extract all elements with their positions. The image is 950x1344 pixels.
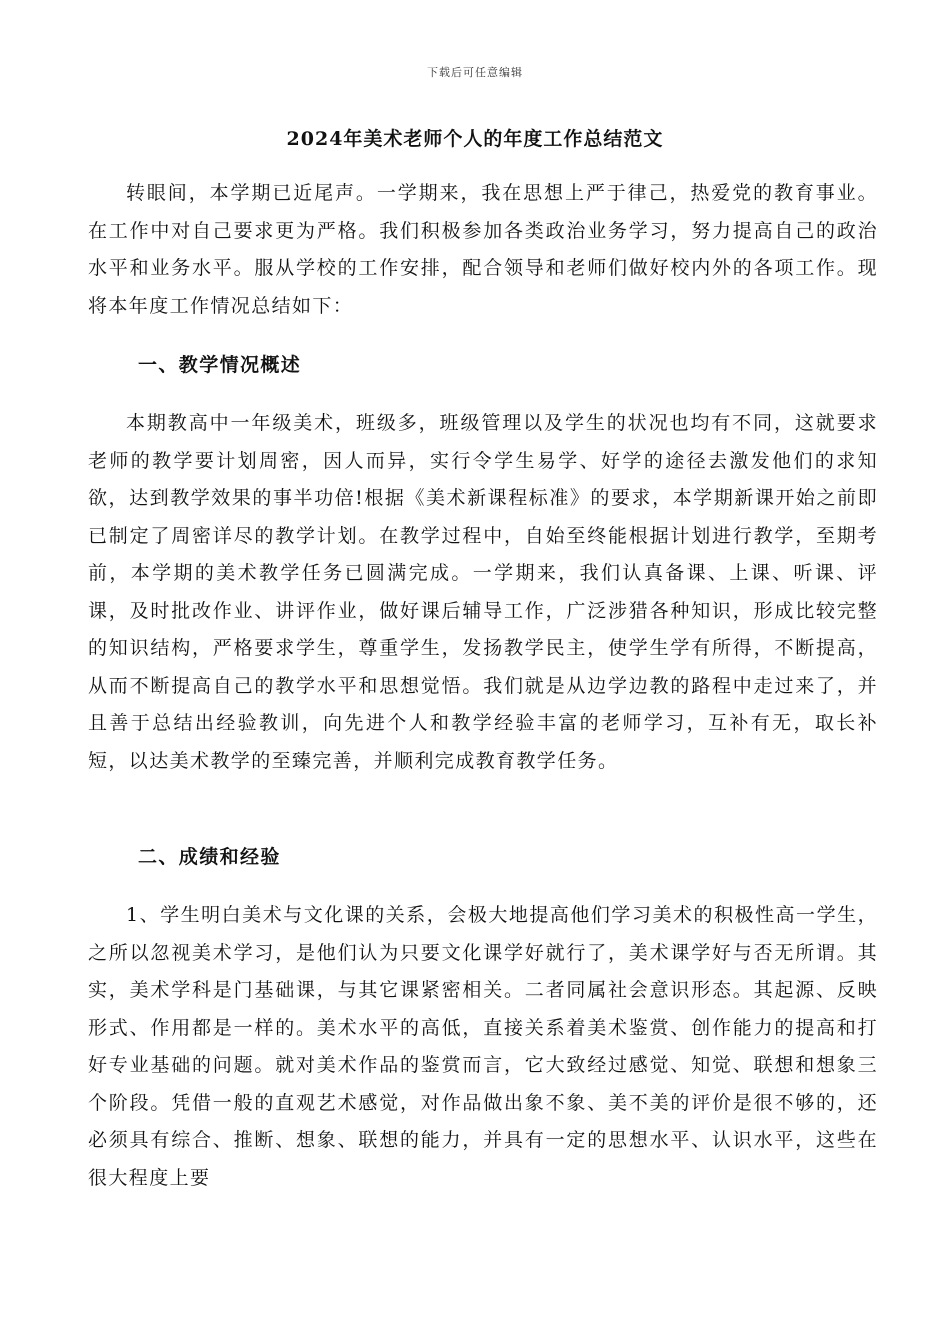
document-title: 2024年美术老师个人的年度工作总结范文 (286, 128, 664, 150)
achievements-paragraph: 1、学生明白美术与文化课的关系，会极大地提高他们学习美术的积极性高一学生，之所以忽视美术学习，是他们认为只要文化课学好就行了，美术课学好与否无所谓。其实，美术学科是门基础课，与其它课紧密相关。二者同属社会意识形态。其起源、反映形式、作用都是一样的。美术水平的高低，直接关系着美术鉴赏、创作能力的提高和打好专业基础的问题。就对美术作品的鉴赏而言，它大致经过感觉、知觉、联想和想象三个阶段。凭借一般的直观艺术感觉，对作品做出象不象、美不美的评价是很不够的，还必须具有综合、推断、想象、联想的能力，并具有一定的思想水平、认识水平，这些在很大程度上要 (88, 904, 878, 1189)
intro-paragraph: 转眼间，本学期已近尾声。一学期来，我在思想上严于律己，热爱党的教育事业。在工作中对自己要求更为严格。我们积极参加各类政治业务学习，努力提高自己的政治水平和业务水平。服从学校的工作安排，配合领导和老师们做好校内外的各项工作。现将本年度工作情况总结如下： (88, 182, 878, 317)
section-heading-achievements: 二、成绩和经验 (138, 846, 281, 868)
section-heading-teaching-overview: 一、教学情况概述 (138, 354, 302, 376)
page-header-note: 下载后可任意编辑 (427, 66, 523, 79)
teaching-overview-paragraph: 本期教高中一年级美术，班级多，班级管理以及学生的状况也均有不同，这就要求老师的教学要计划周密，因人而异，实行令学生易学、好学的途径去激发他们的求知欲，达到教学效果的事半功倍!根据《美术新课程标准》的要求，本学期新课开始之前即已制定了周密详尽的教学计划。在教学过程中，自始至终能根据计划进行教学，至期考前，本学期的美术教学任务已圆满完成。一学期来，我们认真备课、上课、听课、评课，及时批改作业、讲评作业，做好课后辅导工作，广泛涉猎各种知识，形成比较完整的知识结构，严格要求学生，尊重学生，发扬教学民主，使学生学有所得，不断提高，从而不断提高自己的教学水平和思想觉悟。我们就是从边学边教的路程中走过来了，并且善于总结出经验教训，向先进个人和教学经验丰富的老师学习，互补有无，取长补短，以达美术教学的至臻完善，并顺利完成教育教学任务。 (88, 412, 878, 772)
